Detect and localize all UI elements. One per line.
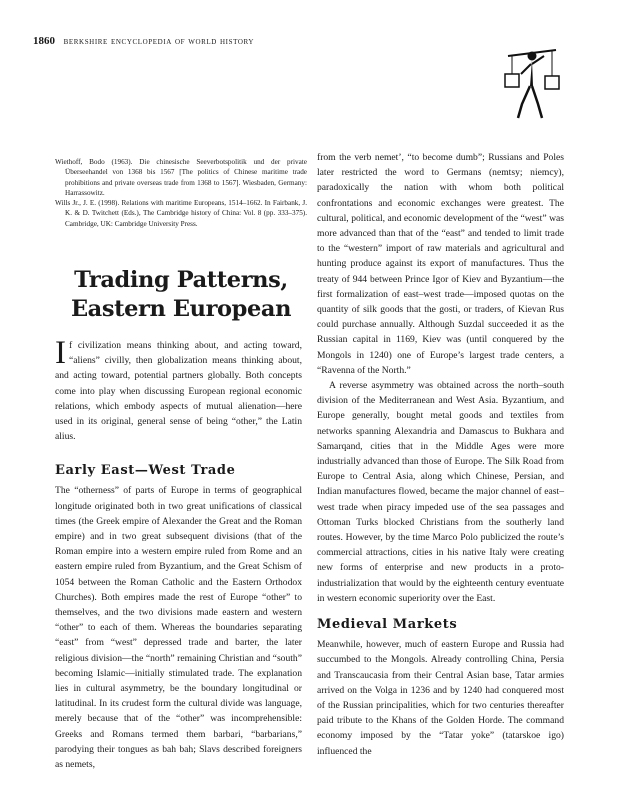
left-column [55,335,302,772]
section-heading: Early East—West Trade [55,463,236,479]
body-paragraph: Meanwhile, however, much of eastern Europe and Russia had succumbed to the Mongols. Already controlling China, Persia and Transcaucasia from their Central Asian base, Tatar armies arrived on the Volga in 1236 and by 1240 had conquered most of the Russian principalities, which for two centuries thereafter paid tribute to the Khans of the Golden Horde. The command economy imposed by the “Tatar yoke” (tatarskoe igo) influenced the [317,639,564,757]
body-paragraph: A reverse asymmetry was obtained across the north–south division of the Mediterranean and West Asia. Byzantium, and Europe generally, bought metal goods and textiles from networks spanning Alexandria and Damascus to Bukhara and Samarqand, cities that in the Middle Ages were more industrially advanced than those of Europe. The Silk Road from Europe to Central Asia, along which Chinese, Persian, and Indian manufactures flowed, became the major channel of east–west trade when piracy impeded use of the sea passages and Ottoman Turks blocked Christians from the southerly land routes. However, by the time Marco Polo publicized the route’s commercial attractions, cities in his native Italy were creating new forms of enterprise and new products in a proto-industrialization that would by the eighteenth century eventuate in western economic superiority over the East. [317,380,564,604]
section-heading: Medieval Markets [317,617,458,633]
page-number: 1860 [33,35,55,47]
references-list [55,157,307,229]
drop-cap: I [55,335,66,371]
article-title: Trading Patterns, Eastern European [70,267,292,322]
running-title: berkshire encyclopedia of world history [63,36,255,47]
intro-text: f civilization means thinking about, and acting toward, “aliens” civilly, then globalization means thinking about, and acting toward, potential partners globally. Both concepts come into play when discussing European regional economic relations, which embody aspects of mutual alienation—here used in its original, general sense of being “other,” the Latin alius. [55,340,302,443]
right-column [317,150,564,759]
water-carrier-logo-icon [502,46,560,126]
reference-item: Wiethoff, Bodo (1963). Die chinesische Seeverbotspolitik und der private Überseehandel von 1368 bis 1567 [The politics of Chinese maritime trade prohibitions and private overseas trade from 1368 to 1567]. Wiesbaden, Germany: Harrassowitz. [55,158,307,197]
body-paragraph: from the verb nemet’, “to become dumb”; Russians and Poles later restricted the word to Germans (nemtsy; niemcy), paradoxically the nation with whom both political confrontations and economic exchanges were greatest. The cultural, political, and economic development of the “west” was more advanced than that of the “east” and tended to limit trade to the “western” import of raw materials and agricultural and hunting produce against its export of manufactures. Thus the treaty of 944 between Prince Igor of Kiev and Byzantium—the first formalization of east–west trade—imposed quotas on the quantity of silk goods that the gosti, or traders, of Kievan Rus could purchase annually. Although Suzdal succeeded it as the Russian capital in 1169, Kiev was (until conquered by the Mongols in 1240) one of Europe’s largest trade centers, a “Ravenna of the North.” [317,152,564,376]
body-paragraph: The “otherness” of parts of Europe in terms of geographical longitude originated both in two great unifications of classical times (the Greek empire of Alexander the Great and the Roman empire) and in two great subsequent divisions (that of the Roman empire into a western empire ruled from Rome and an eastern empire ruled from Byzantium, and the Great Schism of 1054 between the Roman Catholic and the Eastern Orthodox Churches). Both empires made the rest of Europe “other” to themselves, and the two divisions made eastern and western “other” to each of them. Whereas the boundaries separating “east” from “west” depressed trade and barter, the later religious division—the “north” remaining Christian and “south” becoming Islamic—initially stimulated trade. The explanation lies in cultural asymmetry, be the boundary longitudinal or latitudinal. In its crudest form the cultural divide was language, merely because that of the “other” was incomprehensible: Greeks and Romans termed them barbari, “barbarians,” parodying their tongues as bah bah; Slavs described foreigners as nemets, [55,485,302,771]
reference-item: Wills Jr., J. E. (1998). Relations with maritime Europeans, 1514–1662. In Fairbank, J. K. & D. Twitchett (Eds.), The Cambridge history of China: Vol. 8 (pp. 333–375). Cambridge, UK: Cambridge University Press. [55,199,307,228]
running-header [33,35,254,47]
intro-paragraph [55,335,302,444]
